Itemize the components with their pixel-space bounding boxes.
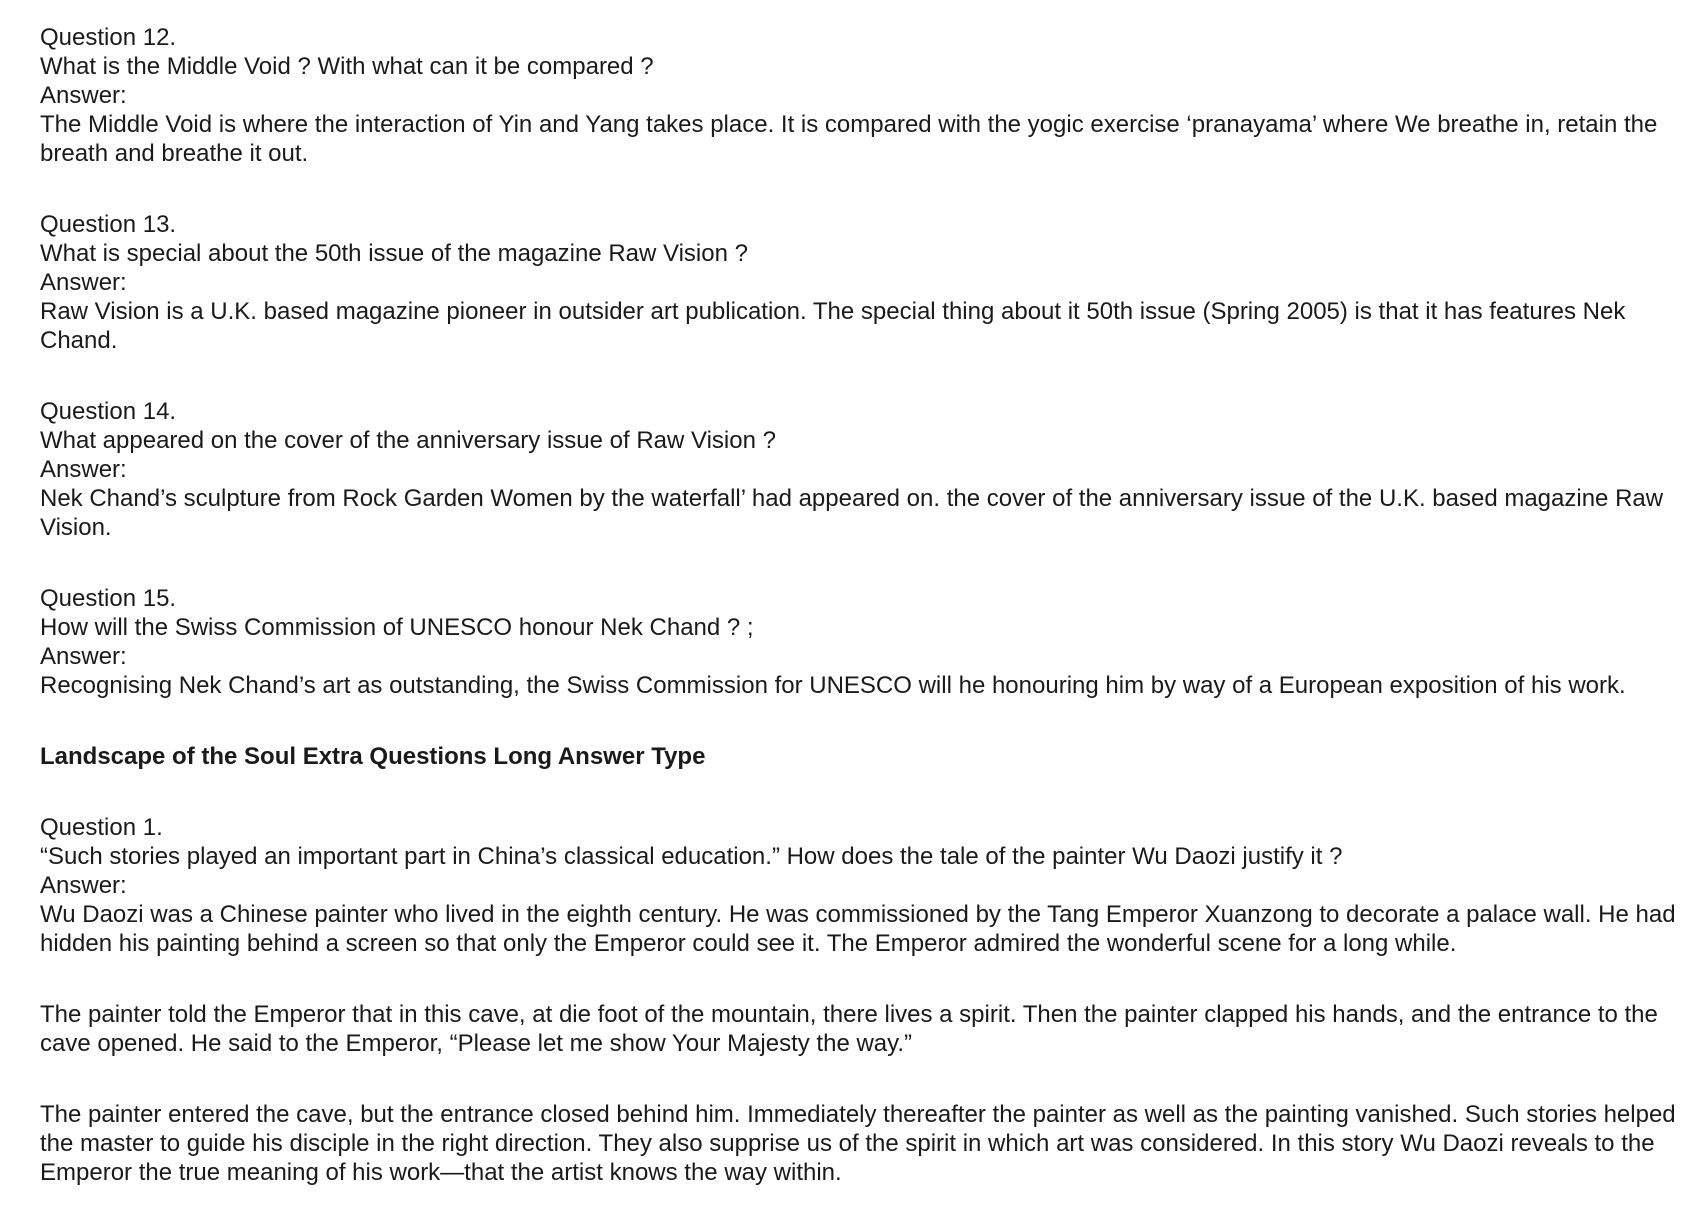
question-number: Question 15. [40, 585, 177, 612]
answer-label: Answer: [40, 456, 127, 483]
answer-text: Recognising Nek Chand’s art as outstanding, the Swiss Commission for UNESCO will he honouring him by way of a European exposition of his work. [40, 672, 1626, 699]
qa-block-question-13 [40, 210, 1680, 355]
answer-paragraph: The painter told the Emperor that in this cave, at die foot of the mountain, there lives a spirit. Then the painter clapped his hands, and the entrance to the cave opened. He said to the Emperor, “Please let me show Your Majesty the way.” [40, 1001, 1658, 1057]
qa-block-question-15 [40, 584, 1680, 700]
question-text: What is special about the 50th issue of the magazine Raw Vision ? [40, 240, 748, 267]
question-number: Question 13. [40, 211, 177, 238]
qa-block-question-12 [40, 23, 1680, 168]
answer-text: Raw Vision is a U.K. based magazine pioneer in outsider art publication. The special thing about it 50th issue (Spring 2005) is that it has features Nek Chand. [40, 298, 1626, 354]
answer-text: Nek Chand’s sculpture from Rock Garden Women by the waterfall’ had appeared on. the cover of the anniversary issue of the U.K. based magazine Raw Vision. [40, 485, 1664, 541]
question-text: What appeared on the cover of the anniversary issue of Raw Vision ? [40, 427, 776, 454]
answer-label: Answer: [40, 82, 127, 109]
question-text: “Such stories played an important part in China’s classical education.” How does the tale of the painter Wu Daozi justify it ? [40, 843, 1343, 870]
section-heading: Landscape of the Soul Extra Questions Long Answer Type [40, 743, 706, 770]
answer-paragraph: The painter entered the cave, but the entrance closed behind him. Immediately thereafter the painter as well as the painting vanished. Such stories helped the master to guide his disciple in the right direction. They also supprise us of the spirit in which art was considered. In this story Wu Daozi reveals to the Emperor the true meaning of his work—that the artist knows the way within. [40, 1101, 1676, 1186]
answer-label: Answer: [40, 643, 127, 670]
answer-label: Answer: [40, 872, 127, 899]
question-number: Question 14. [40, 398, 177, 425]
answer-label: Answer: [40, 269, 127, 296]
qa-block-question-14 [40, 397, 1680, 542]
qa-block-long-question-1 [40, 813, 1680, 958]
answer-paragraph: Wu Daozi was a Chinese painter who lived in the eighth century. He was commissioned by the Tang Emperor Xuanzong to decorate a palace wall. He had hidden his painting behind a screen so that only the Emperor could see it. The Emperor admired the wonderful scene for a long while. [40, 901, 1676, 957]
question-number: Question 12. [40, 24, 177, 51]
question-number: Question 1. [40, 814, 163, 841]
document-page [40, 23, 1680, 1187]
question-text: How will the Swiss Commission of UNESCO honour Nek Chand ? ; [40, 614, 754, 641]
answer-text: The Middle Void is where the interaction of Yin and Yang takes place. It is compared with the yogic exercise ‘pranayama’ where We breathe in, retain the breath and breathe it out. [40, 111, 1658, 167]
question-text: What is the Middle Void ? With what can it be compared ? [40, 53, 654, 80]
